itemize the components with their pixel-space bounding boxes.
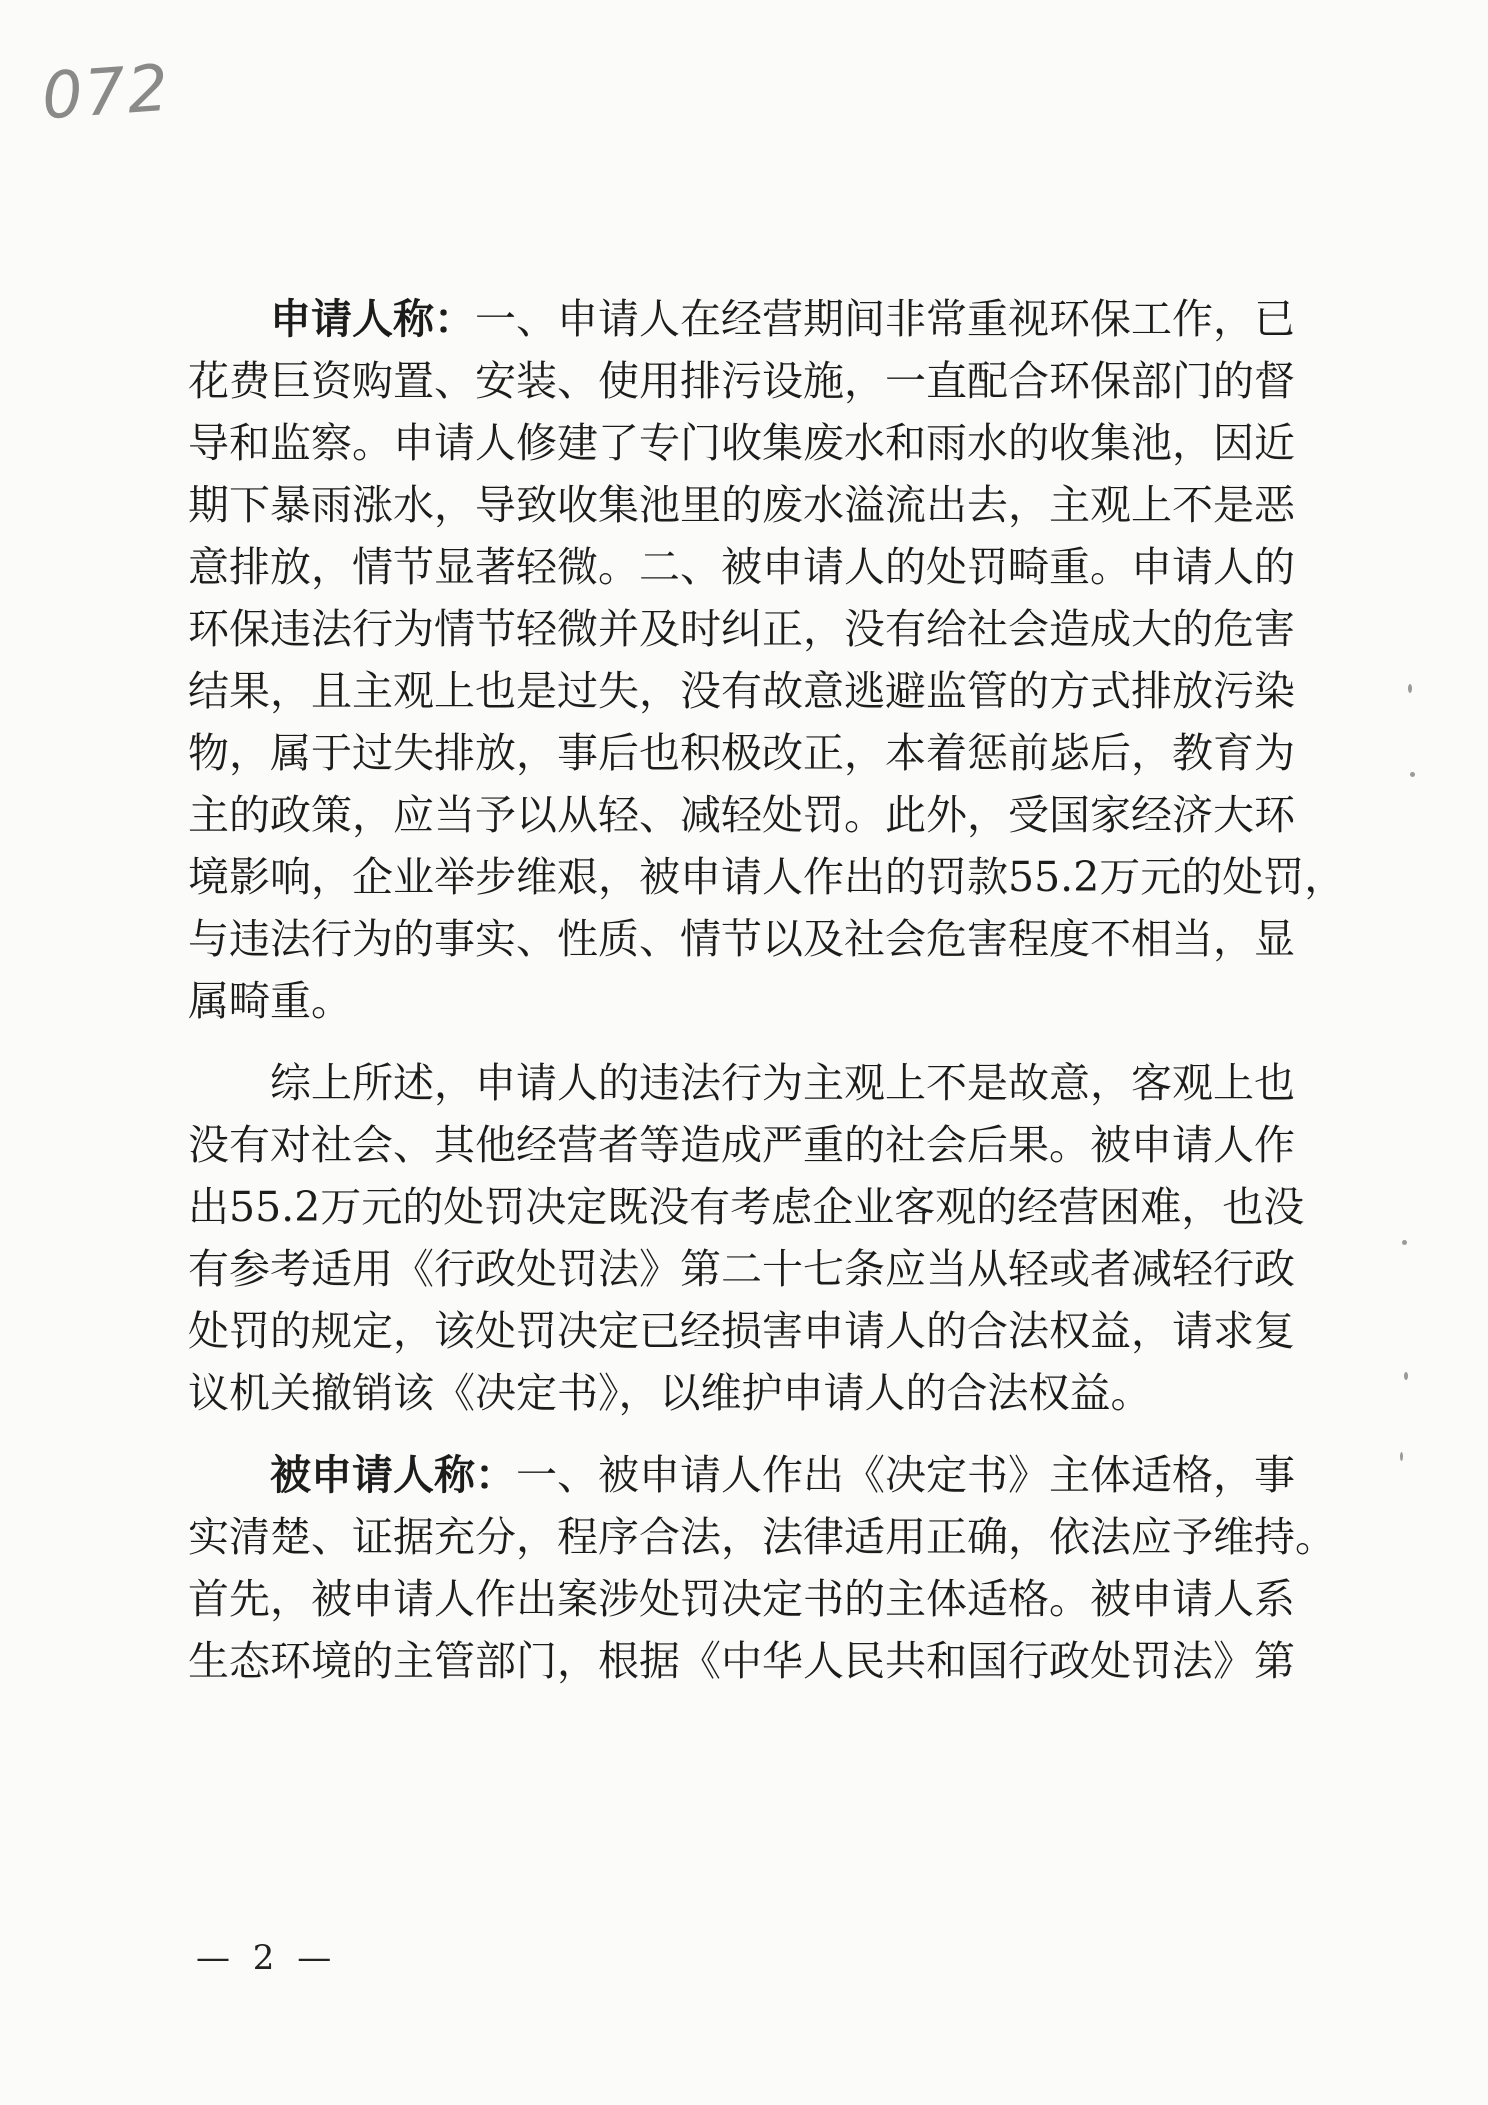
scan-speck <box>1400 1452 1403 1461</box>
paragraph-line: 出55.2万元的处罚决定既没有考虑企业客观的经营困难，也没 <box>188 1183 1305 1231</box>
paragraph-line: 没有对社会、其他经营者等造成严重的社会后果。被申请人作 <box>188 1121 1295 1169</box>
paragraph-line: 结果，且主观上也是过失，没有故意逃避监管的方式排放污染 <box>188 667 1295 715</box>
paragraph-line: 处罚的规定，该处罚决定已经损害申请人的合法权益，请求复 <box>188 1307 1295 1355</box>
paragraph-line: 实清楚、证据充分，程序合法，法律适用正确，依法应予维持。 <box>188 1513 1336 1561</box>
scan-speck <box>1404 1372 1408 1380</box>
paragraph-line: 物，属于过失排放，事后也积极改正，本着惩前毖后，教育为 <box>188 729 1295 777</box>
paragraph-line: 与违法行为的事实、性质、情节以及社会危害程度不相当，显 <box>188 915 1295 963</box>
paragraph-line: 生态环境的主管部门，根据《中华人民共和国行政处罚法》第 <box>188 1637 1295 1685</box>
scan-speck <box>1410 772 1415 777</box>
paragraph-line: 环保违法行为情节轻微并及时纠正，没有给社会造成大的危害 <box>188 605 1295 653</box>
paragraph-line: 主的政策，应当予以从轻、减轻处罚。此外，受国家经济大环 <box>188 791 1295 839</box>
paragraph-line <box>188 1444 1295 1506</box>
paragraph-line: 综上所述，申请人的违法行为主观上不是故意，客观上也 <box>270 1059 1295 1107</box>
scan-speck <box>1408 684 1412 693</box>
line-text: 一、申请人在经营期间非常重视环保工作，已 <box>475 295 1295 343</box>
paragraph-line: 属畸重。 <box>188 977 352 1025</box>
paragraph-line: 花费巨资购置、安装、使用排污设施，一直配合环保部门的督 <box>188 357 1295 405</box>
paragraph-line: 境影响，企业举步维艰，被申请人作出的罚款55.2万元的处罚， <box>188 853 1346 901</box>
paragraph-line: 有参考适用《行政处罚法》第二十七条应当从轻或者减轻行政 <box>188 1245 1295 1293</box>
paragraph-line: 导和监察。申请人修建了专门收集废水和雨水的收集池，因近 <box>188 419 1295 467</box>
line-text: 一、被申请人作出《决定书》主体适格，事 <box>516 1451 1295 1499</box>
applicant-claims-lead: 申请人称： <box>270 295 475 343</box>
paragraph-line: 首先，被申请人作出案涉处罚决定书的主体适格。被申请人系 <box>188 1575 1295 1623</box>
paragraph-line <box>188 288 1295 350</box>
paragraph-line: 议机关撤销该《决定书》，以维护申请人的合法权益。 <box>188 1369 1152 1417</box>
handwritten-page-mark: 072 <box>39 51 173 135</box>
body-text <box>188 288 1346 1692</box>
paragraph-line: 意排放，情节显著轻微。二、被申请人的处罚畸重。申请人的 <box>188 543 1295 591</box>
scan-speck <box>1402 1240 1407 1245</box>
paragraph-line: 期下暴雨涨水，导致收集池里的废水溢流出去，主观上不是恶 <box>188 481 1295 529</box>
respondent-claims-lead: 被申请人称： <box>270 1451 516 1499</box>
page-number: — 2 — <box>196 1938 338 1978</box>
